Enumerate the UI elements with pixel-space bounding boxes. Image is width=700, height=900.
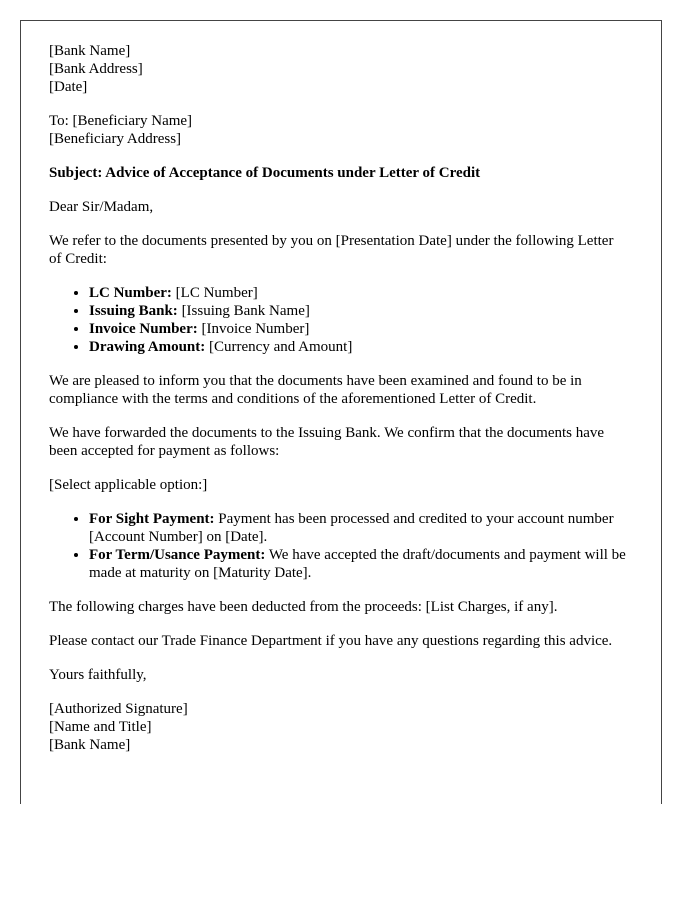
letter-date: [Date] (49, 79, 88, 95)
item-value: Payment has been processed and credited to your account number [Account Number] on [Date]. (89, 511, 614, 545)
contact-paragraph: Please contact our Trade Finance Department if you have any questions regarding this advice. (49, 633, 613, 649)
item-value: [Invoice Number] (197, 321, 310, 337)
list-item (89, 284, 629, 302)
salutation: Dear Sir/Madam, (49, 199, 154, 215)
lc-details-list (49, 284, 629, 356)
item-value: [Currency and Amount] (205, 339, 353, 355)
item-label: Drawing Amount: (89, 339, 206, 355)
item-label: Issuing Bank: (89, 303, 178, 319)
recipient-name: To: [Beneficiary Name] (49, 113, 193, 129)
intro-paragraph: We refer to the documents presented by you on [Presentation Date] under the following Letter of Credit: (49, 233, 614, 267)
closing: Yours faithfully, (49, 667, 147, 683)
list-item (89, 338, 629, 356)
item-label: For Term/Usance Payment: (89, 547, 266, 563)
sender-bank-name: [Bank Name] (49, 43, 131, 59)
item-label: Invoice Number: (89, 321, 198, 337)
item-label: LC Number: (89, 285, 172, 301)
list-item (89, 510, 629, 546)
list-item (89, 302, 629, 320)
item-label: For Sight Payment: (89, 511, 215, 527)
list-item (89, 320, 629, 338)
recipient-block (49, 112, 629, 148)
authorized-signature: [Authorized Signature] (49, 701, 188, 717)
sender-block (49, 42, 629, 96)
charges-paragraph: The following charges have been deducted from the proceeds: [List Charges, if any]. (49, 599, 558, 615)
item-value: [LC Number] (171, 285, 258, 301)
recipient-address: [Beneficiary Address] (49, 131, 182, 147)
name-and-title: [Name and Title] (49, 719, 152, 735)
signature-block (49, 700, 629, 754)
forwarded-paragraph: We have forwarded the documents to the Issuing Bank. We confirm that the documents have been accepted for payment as follows: (49, 425, 605, 459)
subject-line: Subject: Advice of Acceptance of Documents under Letter of Credit (49, 165, 481, 181)
item-value: We have accepted the draft/documents and payment will be made at maturity on [Maturity Date]. (89, 547, 626, 581)
signature-bank-name: [Bank Name] (49, 737, 131, 753)
payment-options-list (49, 510, 629, 582)
list-item (89, 546, 629, 582)
sender-bank-address: [Bank Address] (49, 61, 143, 77)
compliance-paragraph: We are pleased to inform you that the documents have been examined and found to be in compliance with the terms and conditions of the aforementioned Letter of Credit. (49, 373, 582, 407)
select-option-note: [Select applicable option:] (49, 477, 208, 493)
letter-page (20, 20, 662, 804)
item-value: [Issuing Bank Name] (177, 303, 310, 319)
